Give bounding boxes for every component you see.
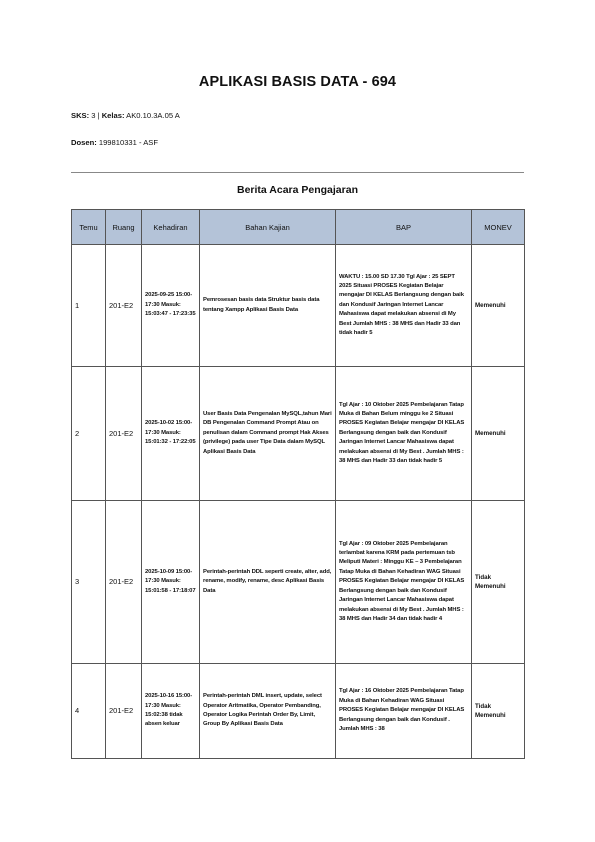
table-row [72, 245, 525, 367]
cell-bap: Tgl Ajar : 16 Oktober 2025 Pembelajaran Tatap Muka di Bahan Kehadiran WAG Situasi PROSES Kegiatan Belajar mengajar DI KELAS Berlangsung dengan baik dan Kondusif . Jumlah MHS : 38 [336, 664, 472, 759]
class-info-line [71, 111, 180, 120]
table-row [72, 664, 525, 759]
dosen-value: 199810331 - ASF [96, 138, 158, 147]
kelas-value: AK0.10.3A.05 A [124, 111, 180, 120]
header-kehadiran: Kehadiran [142, 210, 200, 245]
cell-monev: Tidak Memenuhi [472, 501, 525, 664]
kelas-label: Kelas: [101, 111, 125, 120]
cell-temu: 1 [72, 245, 106, 367]
cell-ruang: 201-E2 [106, 245, 142, 367]
sks-label: SKS: [71, 111, 90, 120]
table-header-row [72, 210, 525, 245]
cell-bap: Tgl Ajar : 09 Oktober 2025 Pembelajaran terlambat karena KRM pada pertemuan tsb Meliputi Materi : Minggu KE – 3 Pembelajaran Tatap Muka di Bahan Kehadiran WAG Situasi PROSES Kegiatan Belajar mengajar DI KELAS Berlangsung dengan baik dan Kondusif Jaringan Internet Lancar Mahasiswa dapat melakukan absensi di My Best . Jumlah MHS : 38 MHS dan Hadir 34 dan tidak hadir 4 [336, 501, 472, 664]
header-bap: BAP [336, 210, 472, 245]
cell-kehadiran: 2025-10-09 15:00-17:30 Masuk: 15:01:58 - 17:18:07 [142, 501, 200, 664]
sks-value: 3 | [89, 111, 102, 120]
divider [71, 172, 524, 173]
cell-ruang: 201-E2 [106, 664, 142, 759]
cell-monev: Tidak Memenuhi [472, 664, 525, 759]
lecturer-info-line [71, 138, 158, 147]
header-monev: MONEV [472, 210, 525, 245]
cell-kehadiran: 2025-10-16 15:00-17:30 Masuk: 15:02:38 tidak absen keluar [142, 664, 200, 759]
section-title: Berita Acara Pengajaran [236, 184, 358, 196]
cell-temu: 3 [72, 501, 106, 664]
cell-bahan-kajian: Perintah-perintah DML insert, update, select Operator Aritmatika, Operator Pembanding, Operator Logika Perintah Order By, Limit, Group By Aplikasi Basis Data [200, 664, 336, 759]
cell-monev: Memenuhi [472, 245, 525, 367]
cell-bap: Tgl Ajar : 10 Oktober 2025 Pembelajaran Tatap Muka di Bahan Belum minggu ke 2 Situasi PROSES Kegiatan Belajar mengajar DI KELAS Berlangsung dengan baik dan Kondusif Jaringan Internet Lancar Mahasiswa dapat melakukan absensi di My Best . Jumlah MHS : 38 MHS dan Hadir 33 dan tidak hadir 5 [336, 367, 472, 501]
cell-bahan-kajian: Pemrosesan basis data Struktur basis data tentang Xampp Aplikasi Basis Data [200, 245, 336, 367]
table-row [72, 367, 525, 501]
dosen-label: Dosen: [71, 138, 97, 147]
cell-bahan-kajian: Perintah-perintah DDL seperti create, alter, add, rename, modify, rename, desc Aplikasi Basis Data [200, 501, 336, 664]
cell-kehadiran: 2025-09-25 15:00-17:30 Masuk: 15:03:47 - 17:23:35 [142, 245, 200, 367]
cell-kehadiran: 2025-10-02 15:00-17:30 Masuk: 15:01:32 - 17:22:05 [142, 367, 200, 501]
header-bahan-kajian: Bahan Kajian [200, 210, 336, 245]
cell-ruang: 201-E2 [106, 367, 142, 501]
header-temu: Temu [72, 210, 106, 245]
cell-ruang: 201-E2 [106, 501, 142, 664]
cell-bap: WAKTU : 15.00 SD 17.30 Tgl Ajar : 25 SEPT 2025 Situasi PROSES Kegiatan Belajar mengajar DI KELAS Berlangsung dengan baik dan Kondusif Jaringan Internet Lancar Mahasiswa dapat melakukan absensi di My Best Jumlah MHS : 38 MHS dan Hadir 33 dan tidak hadir 5 [336, 245, 472, 367]
document-title: APLIKASI BASIS DATA - 694 [198, 74, 397, 90]
cell-temu: 4 [72, 664, 106, 759]
table-row [72, 501, 525, 664]
cell-temu: 2 [72, 367, 106, 501]
cell-bahan-kajian: User Basis Data Pengenalan MySQL,tahun Mari DB Pengenalan Command Prompt Atau on penulisan dalam Command prompt Hak Akses (privilege) pada user Tipe Data dalam MySQL Aplikasi Basis Data [200, 367, 336, 501]
cell-monev: Memenuhi [472, 367, 525, 501]
header-ruang: Ruang [106, 210, 142, 245]
bap-table [71, 209, 525, 759]
